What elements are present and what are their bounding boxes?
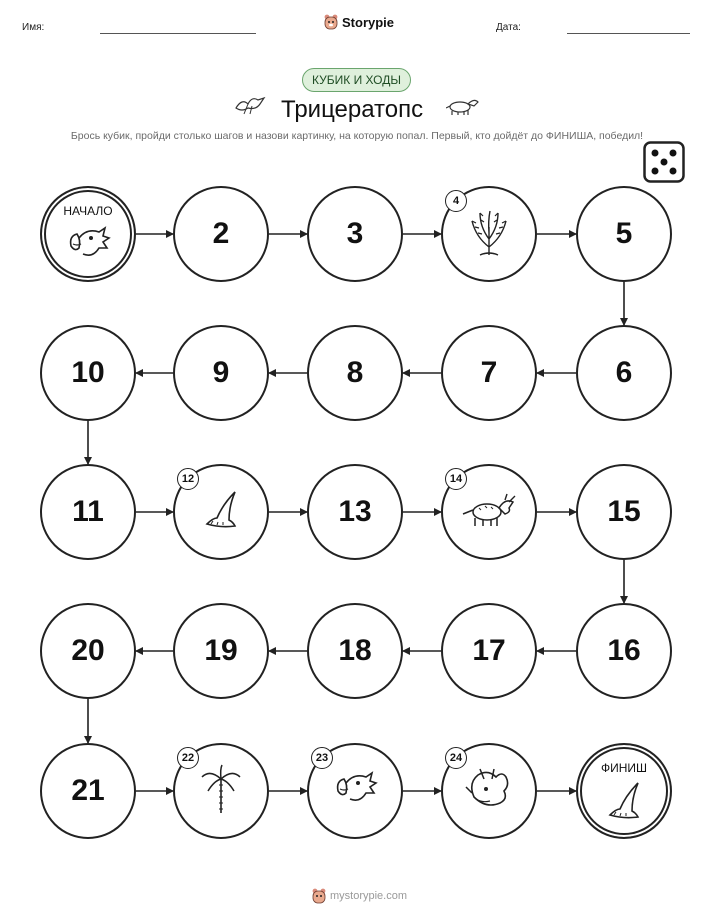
start-cell bbox=[40, 186, 136, 282]
cell-number-badge: 23 bbox=[311, 747, 333, 769]
cell-number: 5 bbox=[615, 217, 633, 250]
board-cell-24 bbox=[441, 743, 537, 839]
cell-number: 17 bbox=[472, 634, 506, 667]
board-cell-23 bbox=[307, 743, 403, 839]
cell-number: 10 bbox=[71, 356, 105, 389]
horn-icon bbox=[199, 488, 243, 537]
triceratops-head-icon bbox=[464, 767, 514, 816]
cell-number-badge: 22 bbox=[177, 747, 199, 769]
page-title: Трицератопс bbox=[281, 96, 424, 123]
board-cell-4 bbox=[441, 186, 537, 282]
cell-number: 3 bbox=[346, 217, 364, 250]
game-tag: КУБИК И ХОДЫ bbox=[302, 68, 411, 92]
board-cell-8 bbox=[307, 325, 403, 421]
board-cell-16 bbox=[576, 603, 672, 699]
parrot-head-icon bbox=[330, 769, 380, 814]
cell-number: 15 bbox=[607, 495, 641, 528]
palm-tree-icon bbox=[200, 763, 242, 820]
cell-number: 21 bbox=[71, 774, 105, 807]
cell-number: 6 bbox=[615, 356, 633, 389]
board-cell-15 bbox=[576, 464, 672, 560]
cell-number: 16 bbox=[607, 634, 641, 667]
cell-number: 11 bbox=[72, 495, 104, 528]
board-cell-18 bbox=[307, 603, 403, 699]
cell-number: 2 bbox=[212, 217, 230, 250]
board-cell-5 bbox=[576, 186, 672, 282]
cell-number: 20 bbox=[71, 634, 105, 667]
board-cell-13 bbox=[307, 464, 403, 560]
finish-label: ФИНИШ bbox=[600, 761, 648, 775]
brand-name: Storypie bbox=[342, 14, 395, 30]
cell-number: 8 bbox=[346, 356, 364, 389]
cell-number-badge: 4 bbox=[445, 190, 467, 212]
parrot-head-icon bbox=[63, 224, 113, 269]
board-cell-10 bbox=[40, 325, 136, 421]
board-cell-21 bbox=[40, 743, 136, 839]
board-cell-3 bbox=[307, 186, 403, 282]
bear-logo-icon bbox=[312, 888, 326, 904]
cell-number: 9 bbox=[212, 356, 230, 389]
board-cell-2 bbox=[173, 186, 269, 282]
footer bbox=[312, 888, 407, 904]
board-cell-17 bbox=[441, 603, 537, 699]
cell-number: 19 bbox=[204, 634, 238, 667]
board-cell-22 bbox=[173, 743, 269, 839]
board-cell-20 bbox=[40, 603, 136, 699]
start-label: НАЧАЛО bbox=[63, 204, 113, 218]
date-label: Дата: bbox=[496, 22, 521, 33]
cell-number: 13 bbox=[338, 495, 372, 528]
horn-icon bbox=[602, 779, 646, 828]
cell-number-badge: 14 bbox=[445, 468, 467, 490]
name-label: Имя: bbox=[22, 22, 45, 33]
footer-site: mystorypie.com bbox=[330, 890, 408, 902]
board-cell-19 bbox=[173, 603, 269, 699]
triceratops-icon bbox=[461, 490, 517, 535]
fern-plant-icon bbox=[466, 207, 512, 262]
cell-number-badge: 12 bbox=[177, 468, 199, 490]
board-cell-14 bbox=[441, 464, 537, 560]
board-cell-6 bbox=[576, 325, 672, 421]
cell-number: 7 bbox=[480, 356, 498, 389]
board-cell-9 bbox=[173, 325, 269, 421]
instructions-text: Брось кубик, пройди столько шагов и назови картинку, на которую попал. Первый, кто дойдёт до ФИНИША, победил! bbox=[70, 130, 644, 142]
cell-number: 18 bbox=[338, 634, 372, 667]
board-cell-12 bbox=[173, 464, 269, 560]
finish-cell bbox=[576, 743, 672, 839]
board-cell-7 bbox=[441, 325, 537, 421]
cell-number-badge: 24 bbox=[445, 747, 467, 769]
board-cell-11 bbox=[40, 464, 136, 560]
